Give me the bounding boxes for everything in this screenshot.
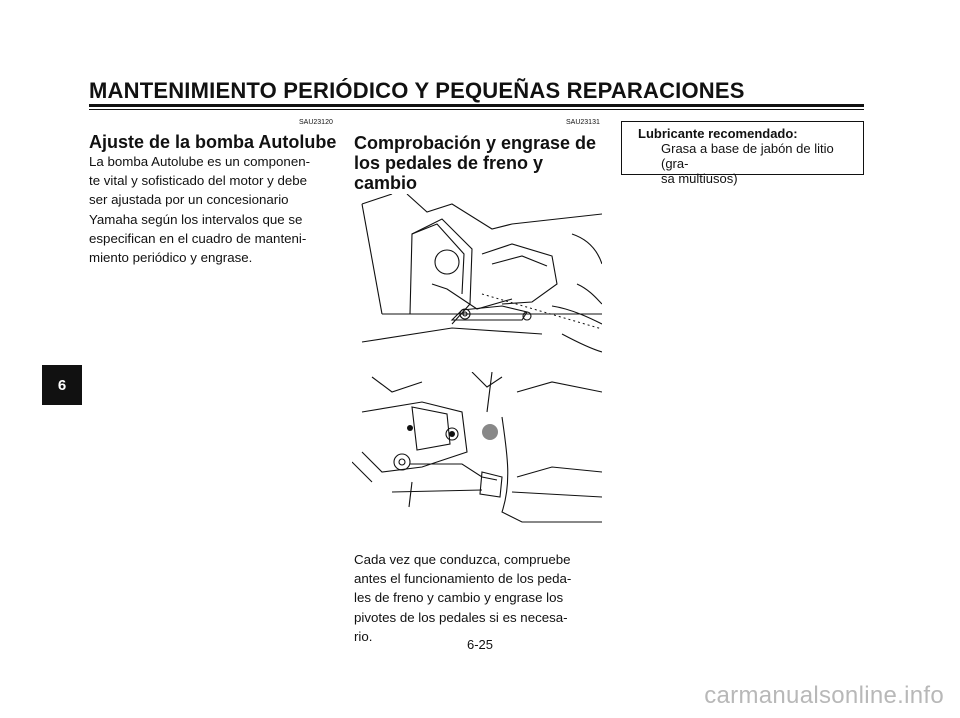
section-body-autolube — [89, 152, 335, 267]
lubricant-line: Grasa a base de jabón de litio (gra- — [661, 141, 834, 171]
text-line: pivotes de los pedales si es necesa- — [354, 609, 568, 625]
header-rule-thin — [89, 109, 864, 110]
text-line: miento periódico y engrase. — [89, 250, 253, 266]
chapter-tab — [42, 365, 82, 405]
text-line: La bomba Autolube es un componen- — [89, 154, 311, 169]
text-line: rio. — [354, 628, 373, 644]
lubricant-line: sa multiusos) — [661, 171, 738, 186]
text-line: Cada vez que conduzca, compruebe — [354, 552, 571, 567]
title-line: Comprobación y engrase de — [354, 133, 597, 153]
header-rule — [89, 104, 864, 107]
chapter-number: 6 — [57, 376, 67, 394]
watermark: carmanualsonline.info — [704, 682, 944, 709]
text-line: Yamaha según los intervalos que se — [89, 211, 303, 227]
text-line: ser ajustada por un concesionario — [89, 192, 289, 208]
page-header-title: MANTENIMIENTO PERIÓDICO Y PEQUEÑAS REPARACIONES — [89, 78, 745, 103]
text-line: especifican en el cuadro de manteni- — [89, 230, 307, 246]
section-code: SAU23120 — [299, 119, 333, 126]
section-code: SAU23131 — [566, 119, 600, 126]
text-line: les de freno y cambio y engrase los — [354, 590, 564, 606]
title-line: los pedales de freno y — [354, 153, 544, 173]
section-title-autolube: Ajuste de la bomba Autolube — [89, 132, 337, 152]
section-title-pedals — [354, 133, 604, 193]
text-line: antes el funcionamiento de los peda- — [354, 571, 572, 587]
brake-pedal-illustration — [352, 194, 602, 356]
page-number: 6-25 — [466, 637, 494, 652]
title-line: cambio — [354, 173, 418, 193]
shift-pedal-illustration — [352, 372, 602, 532]
recommended-lubricant-box — [621, 121, 864, 186]
text-line: te vital y sofisticado del motor y debe — [89, 173, 308, 189]
section-body-pedals — [354, 550, 602, 646]
lubricant-title: Lubricante recomendado: — [638, 126, 798, 141]
